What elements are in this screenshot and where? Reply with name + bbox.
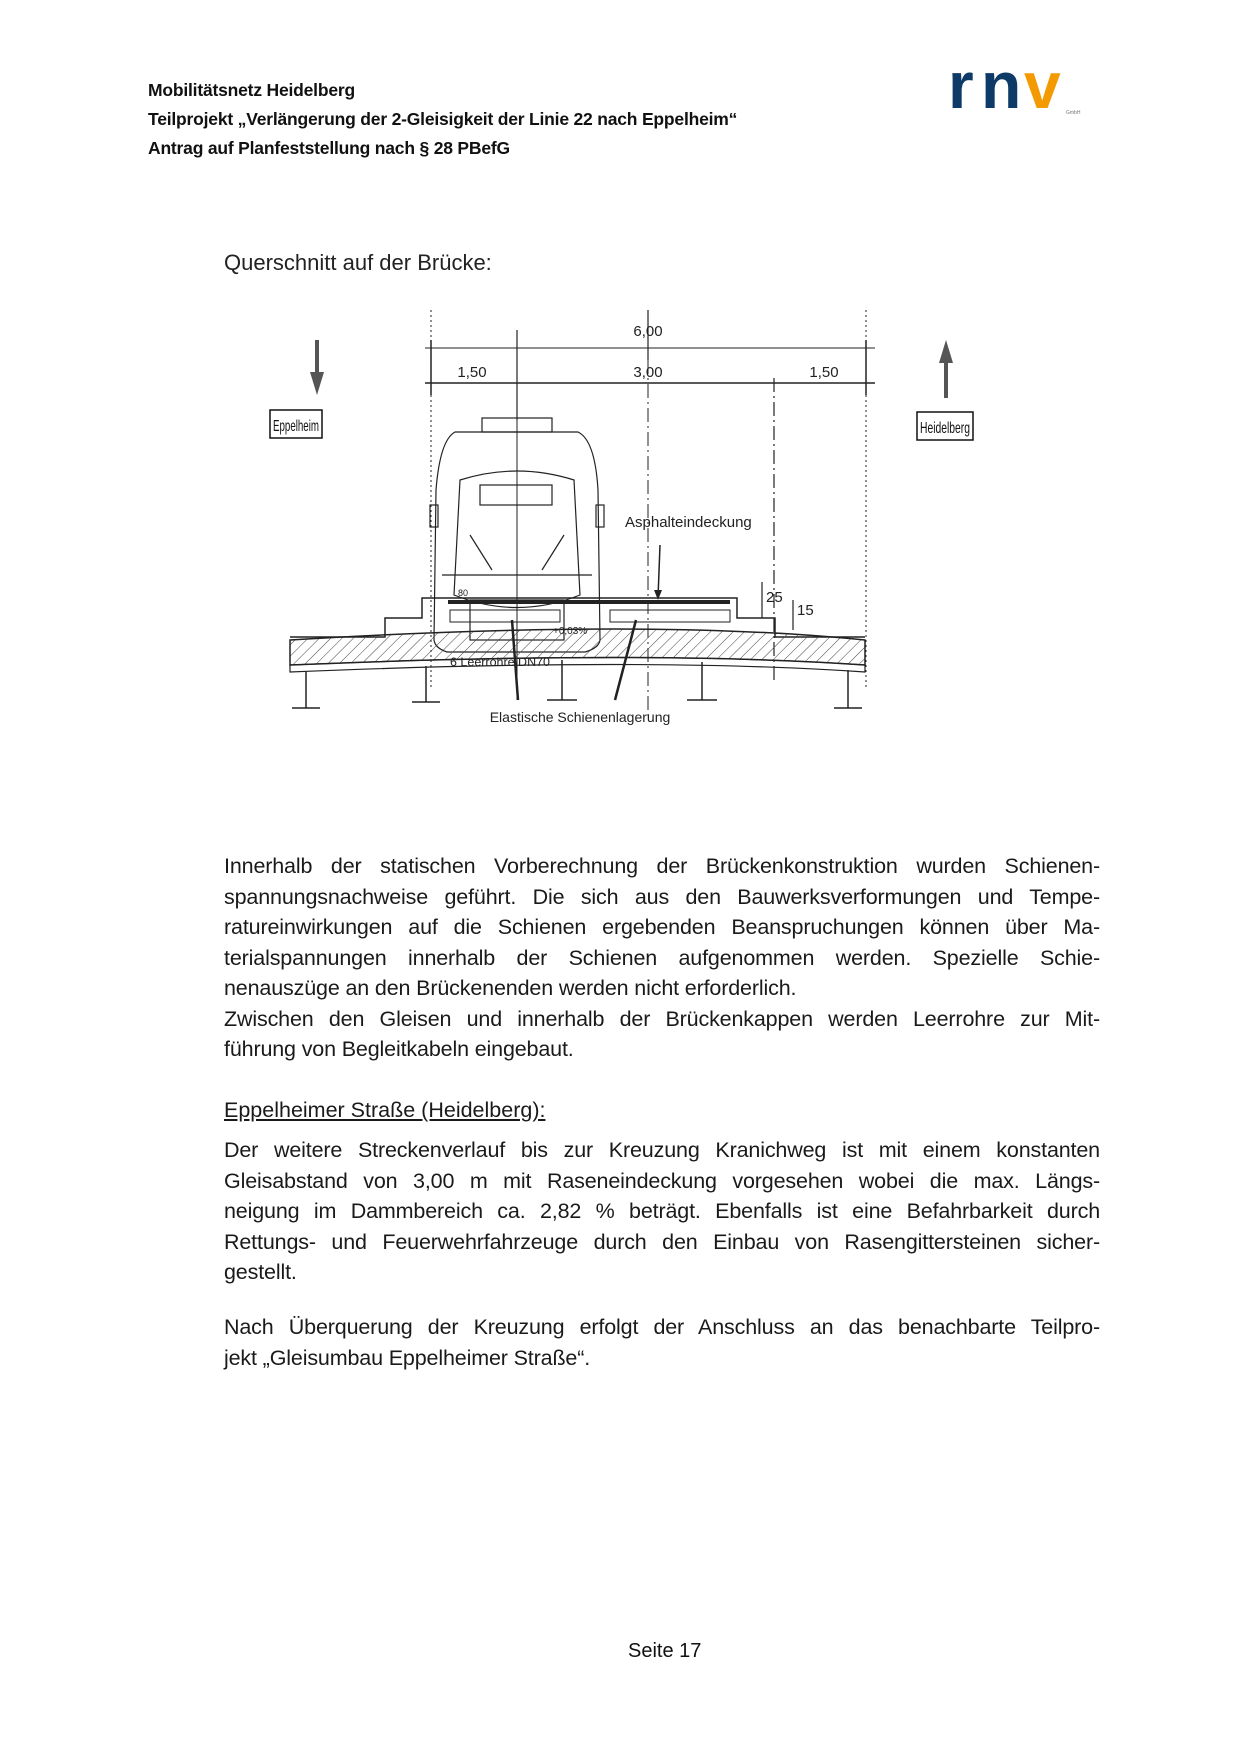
logo-letter-n: n [981, 58, 1022, 118]
dim-80: 80 [458, 588, 469, 598]
text-line: führung von Begleitkabeln eingebaut. [224, 1037, 574, 1061]
paragraph-connection [224, 1312, 1100, 1373]
section-heading: Eppelheimer Straße (Heidelberg): [224, 1098, 546, 1122]
logo-letter-v: v [1024, 58, 1061, 118]
dim-right: 1,50 [809, 364, 839, 381]
paragraph-bridge-calculation [224, 851, 1100, 1065]
direction-sign-heidelberg: Heidelberg [920, 420, 970, 437]
dim-25: 25 [766, 589, 783, 606]
text-line: terialspannungen innerhalb der Schienen aufgenommen werden. Spezielle Schie- [224, 945, 1100, 970]
text-line: neigung im Dammbereich ca. 2,82 % beträgt. Ebenfalls ist eine Befahrbarkeit durch [224, 1199, 1100, 1223]
dim-center: 3,00 [633, 364, 663, 381]
figure-caption: Querschnitt auf der Brücke: [224, 250, 492, 275]
dim-left: 1,50 [457, 364, 487, 381]
logo-letter-r: r [948, 58, 970, 118]
text-line: spannungsnachweise geführt. Die sich aus den Bauwerksverformungen und Tempe- [224, 884, 1100, 909]
text-line: Innerhalb der statischen Vorberechnung der Brückenkonstruktion wurden Schienen- [224, 854, 1100, 878]
text-line: ratureinwirkungen auf die Schienen ergebenden Beanspruchungen können über Ma- [224, 915, 1100, 939]
text-line: Zwischen den Gleisen und innerhalb der Brückenkappen werden Leerrohre zur Mit- [224, 1006, 1100, 1031]
label-asphalt: Asphalteindeckung [625, 514, 752, 531]
dim-15: 15 [797, 602, 814, 619]
label-bearing: Elastische Schienenlagerung [489, 709, 671, 725]
dim-total: 6,00 [633, 323, 663, 340]
text-line: nenauszüge an den Brückenenden werden nicht erforderlich. [224, 976, 797, 1000]
slope-label: +0,03% [553, 626, 588, 637]
bridge-cross-section-drawing [250, 300, 1000, 820]
header-line-application: Antrag auf Planfeststellung nach § 28 PBefG [148, 138, 510, 158]
logo-sub: GmbH [1066, 110, 1081, 116]
text-line: jekt „Gleisumbau Eppelheimer Straße“. [224, 1345, 591, 1370]
direction-sign-eppelheim: Eppelheim [273, 418, 319, 435]
header-line-project: Teilprojekt „Verlängerung der 2-Gleisigkeit der Linie 22 nach Eppelheim“ [148, 109, 738, 129]
text-line: Der weitere Streckenverlauf bis zur Kreuzung Kranichweg ist mit einem konstanten [224, 1138, 1100, 1162]
paragraph-route [224, 1135, 1100, 1288]
arrow-up-icon [939, 340, 953, 398]
header-line-organisation: Mobilitätsnetz Heidelberg [148, 80, 355, 100]
arrow-down-icon [310, 340, 324, 395]
text-line: gestellt. [224, 1260, 297, 1284]
text-line: Nach Überquerung der Kreuzung erfolgt der Anschluss an das benachbarte Teilpro- [224, 1315, 1100, 1339]
label-conduits: 6 Leerrohre DN70 [450, 655, 551, 669]
text-line: Rettungs- und Feuerwehrfahrzeuge durch den Einbau von Rasengittersteinen sicher- [224, 1229, 1100, 1254]
text-line: Gleisabstand von 3,00 m mit Raseneindeckung vorgesehen wobei die max. Längs- [224, 1168, 1100, 1193]
page-number: Seite 17 [628, 1640, 702, 1662]
rnv-logo [948, 58, 1098, 118]
